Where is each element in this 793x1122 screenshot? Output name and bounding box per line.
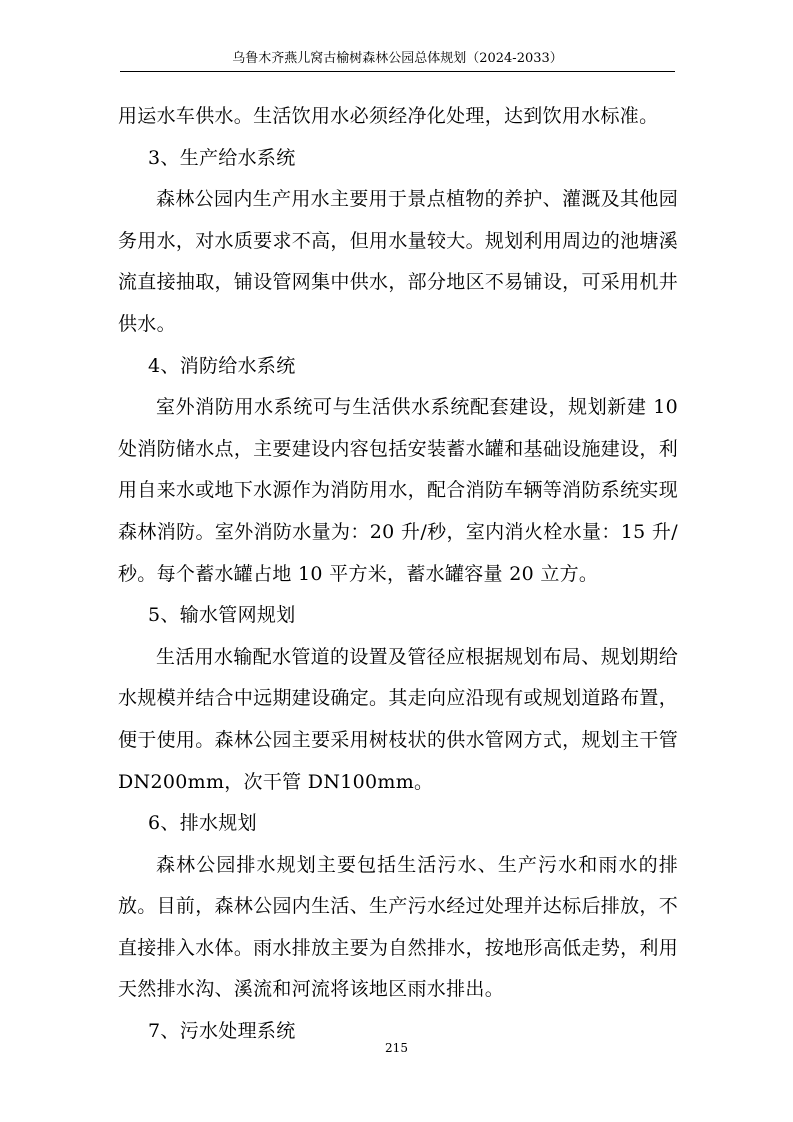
page-number: 215 bbox=[385, 1041, 408, 1055]
section-heading-drainage: 6、排水规划 bbox=[148, 812, 257, 835]
section-heading-pipe-network: 5、输水管网规划 bbox=[148, 604, 296, 627]
document-body bbox=[118, 96, 678, 1053]
header-divider bbox=[120, 71, 675, 72]
section-heading-production-water: 3、生产给水系统 bbox=[148, 146, 296, 169]
page-header: 乌鲁木齐燕儿窝古榆树森林公园总体规划（2024-2033） bbox=[232, 51, 563, 66]
paragraph-production-water: 森林公园内生产用水主要用于景点植物的养护、灌溉及其他园务用水，对水质要求不高，但用水量较大。规划利用周边的池塘溪流直接抽取，铺设管网集中供水，部分地区不易铺设，可采用机井供水。 bbox=[118, 188, 678, 335]
paragraph-fire-water: 室外消防用水系统可与生活供水系统配套建设，规划新建 10 处消防储水点，主要建设内容包括安装蓄水罐和基础设施建设，利用自来水或地下水源作为消防用水，配合消防车辆等消防系统实现森林消防。室外消防水量为：20 升/秒，室内消火栓水量：15 升/秒。每个蓄水罐占地 10 平方米，蓄水罐容量 20 立方。 bbox=[118, 396, 678, 585]
paragraph-drainage: 森林公园排水规划主要包括生活污水、生产污水和雨水的排放。目前，森林公园内生活、生产污水经过处理并达标后排放，不直接排入水体。雨水排放主要为自然排水，按地形高低走势，利用天然排水沟、溪流和河流将该地区雨水排出。 bbox=[118, 853, 678, 1001]
section-heading-fire-water: 4、消防给水系统 bbox=[148, 354, 296, 377]
paragraph-drinking-water: 用运水车供水。生活饮用水必须经净化处理，达到饮用水标准。 bbox=[118, 105, 659, 127]
paragraph-pipe-network: 生活用水输配水管道的设置及管径应根据规划布局、规划期给水规模并结合中远期建设确定。其走向应沿现有或规划道路布置，便于使用。森林公园主要采用树枝状的供水管网方式，规划主干管 DN200mm，次干管 DN100mm。 bbox=[118, 645, 678, 793]
section-heading-sewage: 7、污水处理系统 bbox=[148, 1020, 296, 1043]
